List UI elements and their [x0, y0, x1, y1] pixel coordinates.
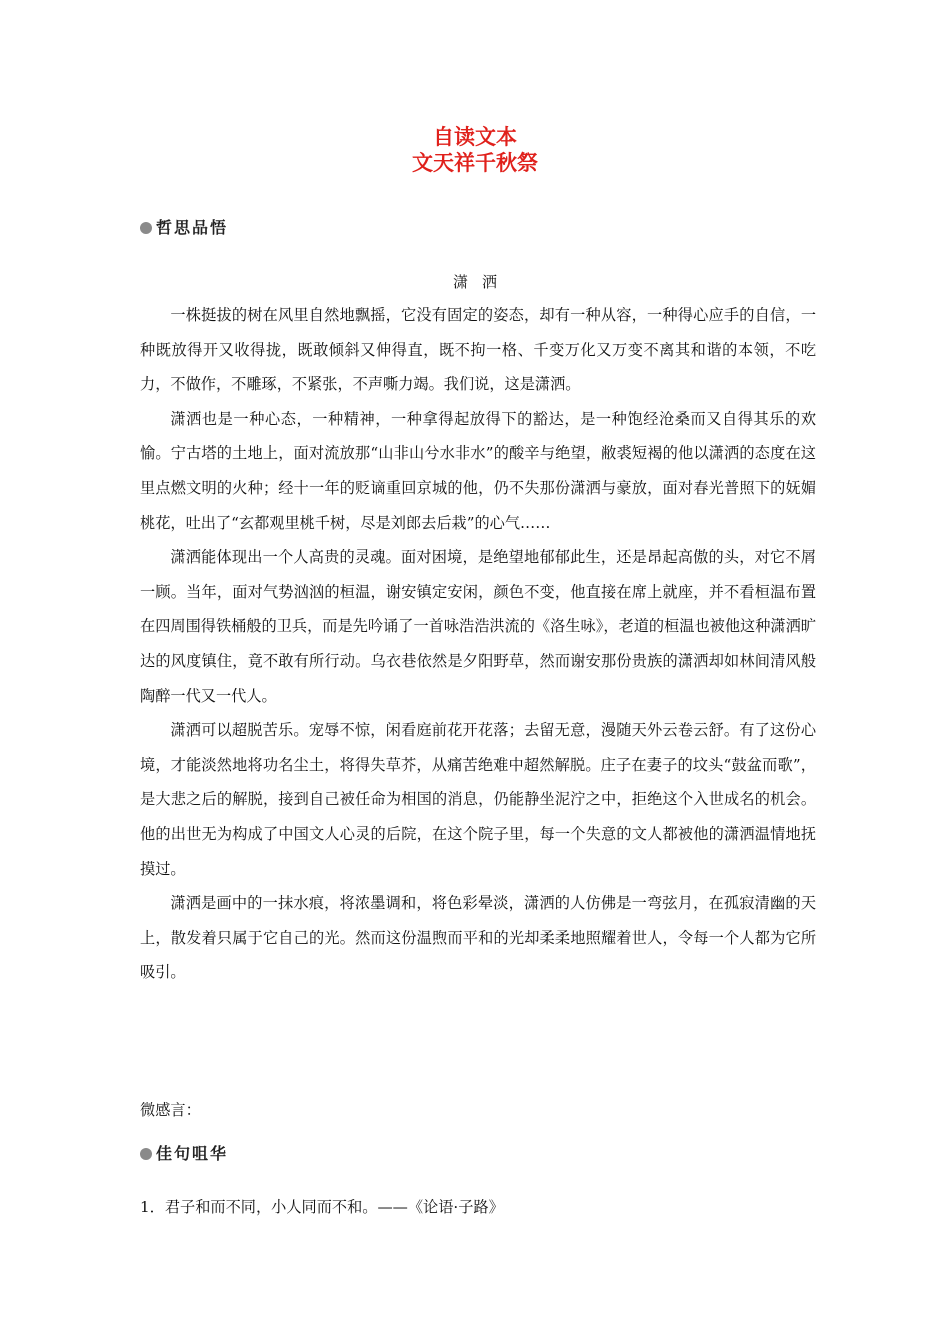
page-title-line2: 文天祥千秋祭	[412, 151, 538, 175]
section-heading-quotes	[140, 1144, 228, 1164]
essay-paragraph: 潇洒也是一种心态，一种精神，一种拿得起放得下的豁达，是一种饱经沧桑而又自得其乐的欢愉。宁古塔的土地上，面对流放那“山非山兮水非水”的酸辛与绝望，敝裘短褐的他以潇洒的态度在这里点燃文明的火种；经十一年的贬谪重回京城的他，仍不失那份潇洒与豪放，面对春光普照下的妩媚桃花，吐出了“玄都观里桃千树，尽是刘郎去后栽”的心气……	[140, 409, 816, 532]
page-title-line1: 自读文本	[433, 125, 517, 149]
section-heading-philosophy	[140, 218, 228, 238]
essay-paragraph: 潇洒可以超脱苦乐。宠辱不惊，闲看庭前花开花落；去留无意，漫随天外云卷云舒。有了这份心境，才能淡然地将功名尘土，将得失草芥，从痛苦绝难中超然解脱。庄子在妻子的坟头“鼓盆而歌”，是大悲之后的解脱，接到自己被任命为相国的消息，仍能静坐泥泞之中，拒绝这个入世成名的机会。他的出世无为构成了中国文人心灵的后院，在这个院子里，每一个失意的文人都被他的潇洒温情地抚摸过。	[140, 721, 816, 878]
essay-paragraph: 一株挺拔的树在风里自然地飘摇，它没有固定的姿态，却有一种从容，一种得心应手的自信，一种既放得开又收得拢，既敢倾斜又伸得直，既不拘一格、千变万化又万变不离其和谐的本领，不吃力，不做作，不雕琢，不紧张，不声嘶力竭。我们说，这是潇洒。	[140, 306, 816, 394]
essay-paragraph: 潇洒是画中的一抹水痕，将浓墨调和，将色彩晕淡，潇洒的人仿佛是一弯弦月，在孤寂清幽的天上，散发着只属于它自己的光。然而这份温煦而平和的光却柔柔地照耀着世人，令每一个人都为它所吸引。	[140, 894, 816, 982]
bullet-dot-icon	[140, 1148, 152, 1160]
essay-title: 潇洒	[452, 273, 511, 291]
essay-body	[140, 298, 816, 990]
section-heading-label: 哲思品悟	[156, 218, 229, 237]
essay-paragraph: 潇洒能体现出一个人高贵的灵魂。面对困境，是绝望地郁郁此生，还是昂起高傲的头，对它不屑一顾。当年，面对气势汹汹的桓温，谢安镇定安闲，颜色不变，他直接在席上就座，并不看桓温布置在四周围得铁桶般的卫兵，而是先吟诵了一首咏浩浩洪流的《洛生咏》，老道的桓温也被他这种潇洒旷达的风度镇住，竟不敢有所行动。乌衣巷依然是夕阳野草，然而谢安那份贵族的潇洒却如林间清风般陶醉一代又一代人。	[140, 548, 816, 705]
quote-item: 1．君子和而不同，小人同而不和。——《论语·子路》	[140, 1198, 504, 1216]
afterword-label: 微感言：	[140, 1101, 201, 1119]
bullet-dot-icon	[140, 222, 152, 234]
section-heading-label: 佳句咀华	[156, 1144, 229, 1163]
